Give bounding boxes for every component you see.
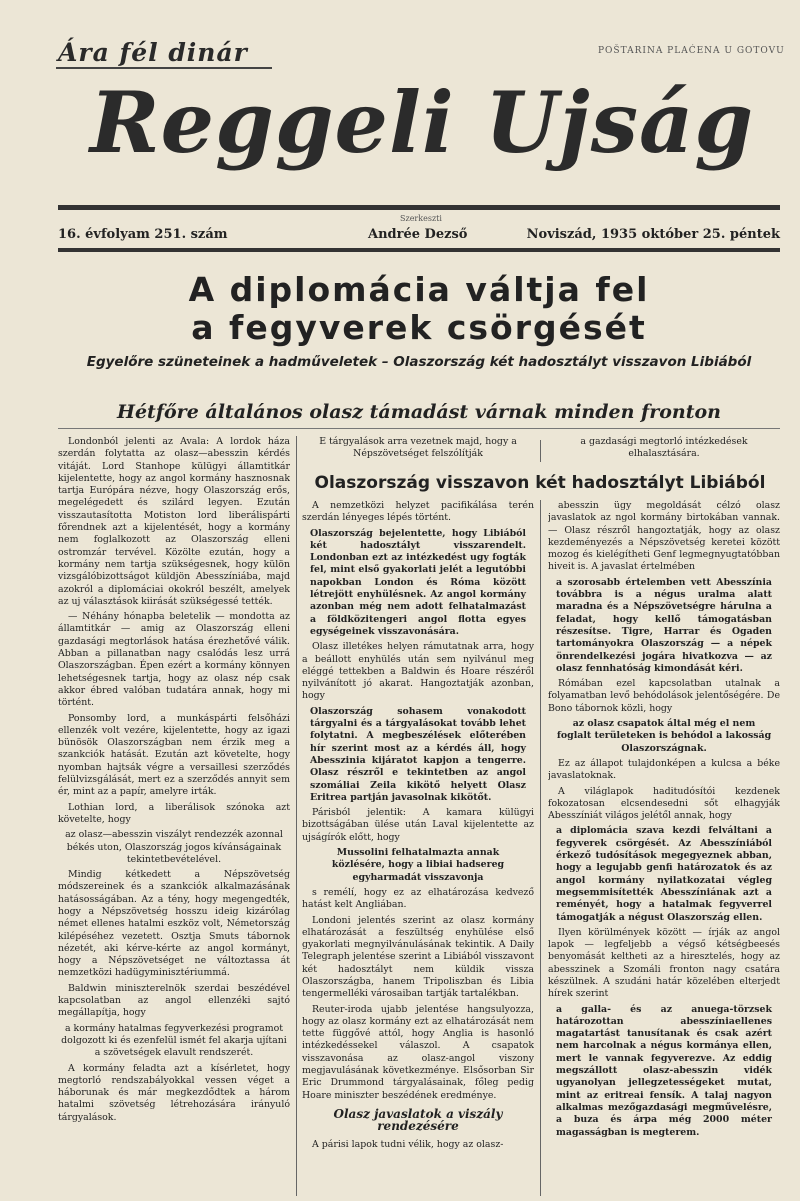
col3-bold-paragraph: a szorosabb értelemben vett Abesszínia továbbra is a négus uralma alatt maradna és a Népszövetségre hárulna a feladat, hogy kellő támogatásban részesítse. Tigre, Harrar és Ogaden tartományokra Olaszország — a népek önrendelkezési jogára hivatkozva — az olasz fennhatóság kimondását kéri. — [556, 576, 772, 674]
col2-paragraph: A párisi lapok tudni vélik, hogy az olasz- — [312, 1138, 504, 1150]
column-1 — [58, 436, 290, 1196]
editor-label: Szerkeszti — [400, 214, 442, 223]
col3-quote: az olasz csapatok által még el nem foglalt területeken is behódol a lakosság Olaszországnak. — [556, 718, 772, 754]
column-3 — [548, 500, 780, 1196]
subheadline: Egyelőre szüneteinek a hadműveletek – Olaszország két hadosztályt visszavon Libiából — [86, 354, 752, 370]
col3-paragraph: Rómában ezel kapcsolatban utalnak a folyamatban levő behódolások jelentőségére. De Bono tábornok közli, hogy — [548, 678, 780, 714]
col1-paragraph: Londonból jelenti az Avala: A lordok háza szerdán folytatta az olasz—abesszin kérdés vitáját. Lord Stanhope külügyi államtitkár kijelentette, hogy az angol kormány hasznosnak tartja Európára nézve, hogy Olaszország erős, megelégedett és szilárd legyen. Ezután visszautasította Motiston lord liberálispárti főrendnek azt a kijelentését, hogy a kormány nem foglalkozott az Olaszország elleni ostromzár tervével. Közölte ezután, hogy a kormány nem tartja szükségesnek, hogy külön vizsgálóbizottságot küldjön Abesszíniába, majd azokról a diplomáciai okokról beszélt, amelyek az uj választások kiirását szükségessé tették. — [58, 436, 290, 607]
price-label: Ára fél dinár — [58, 38, 248, 67]
col2-paragraph: A nemzetközi helyzet pacifikálása terén szerdán lényeges lépés történt. — [302, 500, 534, 524]
col2-paragraph: Párisból jelentik: A kamara külügyi bizottságában ülése után Laval kijelentette az ujságírók előtt, hogy — [302, 807, 534, 843]
col2-paragraph: s remélí, hogy ez az elhatározása kedvező hatást kelt Angliában. — [302, 886, 534, 911]
col2-paragraph: Reuter-iroda ujabb jelentése hangsulyozza, hogy az olasz kormány ezt az elhatározását nem tette függővé attól, hogy Anglia is hasonló intézkedéssekel válaszol. A csapatok visszavonása az olasz-angol viszony megjavulásának következménye. Elsősorban Sir Eric Drummond tárgyalásainak, főleg pedig Hoare miniszter beszédének eredménye. — [302, 1003, 534, 1101]
col1-quote: az olasz—abesszin viszályt rendezzék azonnal békés uton, Olaszország jogos kívánságainak tekintetbevételével. — [65, 829, 283, 865]
column-2-intro — [302, 436, 534, 470]
col2-quote: Mussolini felhatalmazta annak közlésére, hogy a libiai hadsereg egyharmadát visszavonja — [331, 847, 505, 883]
headline-line-1: A diplomácia váltja fel — [188, 270, 650, 309]
column-heading: Olaszország visszavon két hadosztályt Libiából — [314, 473, 766, 493]
column-3-intro — [548, 436, 780, 470]
col1-paragraph: Lothian lord, a liberálisok szónoka azt követelte, hogy — [58, 801, 290, 825]
column-divider — [296, 436, 297, 1196]
secondary-headline: Hétfőre általános olasz támadást várnak minden fronton — [117, 401, 721, 423]
col1-paragraph: Baldwin miniszterelnök szerdai beszédével kapcsolatban az angol ellenzéki sajtó megállapítja, hogy — [58, 982, 290, 1019]
col1-paragraph: Ponsomby lord, a munkáspárti felsőházi ellenzék volt vezére, kijelentette, hogy az igazi bünösök Olaszországban nem érzik meg a szankciók hatását. Ezután azt követelte, hogy nyomban hajtsák végre a versaillesi szerződés felülvizsgálását, mert ez a szerződés annyit sem ér, mint az a papír, amelyre irták. — [58, 712, 290, 798]
issue-date: Noviszád, 1935 október 25. péntek — [526, 227, 780, 242]
col3-paragraph: Ez az állapot tulajdonképen a kulcsa a béke javaslatoknak. — [548, 757, 780, 782]
column-2 — [302, 500, 534, 1196]
column-divider — [540, 500, 541, 1196]
col2-paragraph: Londoni jelentés szerint az olasz kormány elhatározását a feszültség enyhülése első gyakorlati megnyilvánulásának tekintik. A Daily Telegraph jelentése szerint a Libiából visszavont két hadosztályt nem küldik vissza Olaszországba, hanem Tripoliszban és Libia tengermelléki városaiban tartják tartalékban. — [302, 914, 534, 1000]
col3-bold-paragraph: a diplomácia szava kezdi felváltani a fegyverek csörgését. Az Abesszíniából érkező tudósítások megegyeznek abban, hogy a legujabb genfi határozatok és az angol kormány nyilatkozatai végleg megsemmisítették Abesszíniának azt a reményét, hogy a hatalmak fegyverrel támogatják a négust Olaszország ellen. — [556, 825, 772, 923]
editor-name: Andrée Dezső — [368, 227, 468, 242]
masthead-rule — [58, 205, 780, 210]
col2-bold-paragraph: Olaszország sohasem vonakodott tárgyalni és a tárgyalásokat tovább lehet folytatni. A megbeszélések előterében hír szerint most az a kérdés áll, hogy Abesszinia kijáratot kapjon a tengerre. Olasz részről e tekintetben az angol szomáliai Zeila kikötő helyett Olasz Eritrea partján javasolnak kikötőt. — [310, 705, 526, 803]
col1-quote: a kormány hatalmas fegyverkezési programot dolgozott ki és ezenfelül ismét fel akarja ujítani a szövetségek elavult rendszerét. — [61, 1022, 287, 1059]
col3-intro: a gazdasági megtorló intézkedések elhalasztására. — [580, 436, 748, 460]
col3-bold-paragraph: a galla- és az anuega-törzsek határozottan abesszíniaellenes magatartást tanusítanak és csak azért nem harcolnak a négus kormánya ellen, mert le vannak fegyverezve. Az eddig megszállott olasz-abesszin vidék ugyanolyan jellegzetességeket mutat, mint az eritreai fensík. A talaj nagyon alkalmas mezőgazdasági megművelésre, a buza és árpa még 2000 méter magasságban is megterem. — [556, 1003, 772, 1138]
col3-paragraph: abesszin ügy megoldását célzó olasz javaslatok az ngol kormány birtokában vannak. — Olasz részről hangoztatják, hogy az olasz kezdeményezés a Népszövetség keretei között mozog és kielégítheti Genf legmegnyugtatóbban hiveit is. A javaslat értelmében — [548, 500, 780, 573]
issue-number: 16. évfolyam 251. szám — [58, 227, 228, 242]
header-rule — [58, 248, 780, 252]
postage-note: POŠTARINA PLAĆENA U GOTOVU — [598, 46, 785, 56]
masthead: Reggeli Ujság — [89, 73, 755, 172]
col2-bold-paragraph: Olaszország bejelentette, hogy Libiából két hadosztályt visszarendelt. Londonban ezt az intézkedést ugy fogták fel, mint első gyakorlati jelét a legutóbbi napokban London és Róma között létrejött enyhülésnek. Az angol kormány azonban még nem adott felhatalmazást a földközitengeri angol flotta egyes egységeinek visszavonására. — [310, 527, 526, 637]
col1-paragraph: — Néhány hónapba beletelik — mondotta az államtitkár — amig az Olaszország elleni gazdasági megtorlások hatása érezhetővé válik. Abban a pillanatban nagy csalódás lesz urrá Olaszországban. Épen ezért a kormány könnyen lehetségesnek tartja, hogy az olasz nép csak akkor ébred valóban tudatára annak, hogy mi történt. — [58, 611, 290, 709]
col3-paragraph: A világlapok haditudósítói kezdenek fokozatosan elcsendesedni sőt elhagyják Abesszíniát világos jelétől annak, hogy — [548, 785, 780, 822]
col2-paragraph: Olasz illetékes helyen rámutatnak arra, hogy a beállott enyhülés után sem nyilvánul meg eléggé tettekben a Baldwin és Hoare részéről nyilvánított jó akarat. Hangoztatják azonban, hogy — [302, 641, 534, 702]
col3-paragraph: Ilyen körülmények között — írják az angol lapok — legfeljebb a végső kétségbeesés benyomását keltheti az a hiresztelés, hogy az abesszinek a Szomáli fronton nagy csatára készülnek. A szudáni határ közelében elterjedt hírek szerint — [548, 926, 780, 1000]
column-divider — [540, 440, 541, 462]
col2-intro: E tárgyalások arra vezetnek majd, hogy a Népszövetséget felszólítják — [319, 436, 517, 460]
col2-subheading: Olasz javaslatok a viszály rendezésére — [333, 1106, 503, 1134]
col1-paragraph: A kormány feladta azt a kísérletet, hogy megtorló rendszabályokkal vessen véget a háborunak és már megkezdődtek a három hatalmi szövetség létrehozására irányuló tárgyalások. — [58, 1062, 290, 1123]
headline-line-2: a fegyverek csörgését — [191, 308, 647, 347]
section-rule — [58, 428, 780, 429]
col1-paragraph: Mindig kétkedett a Népszövetség módszereinek és a szankciók alkalmazásának hatásosságában. Az a tény, hogy megengedték, hogy a Népszövetség hosszu ideig kizárólag német ellenes hatalmi eszköz volt, Németország kilépéséhez vezetett. Osztja Smuts tábornok nézetét, aki kérve-kérte az angol kormányt, hogy a Népszövetséget ne változtassa át nemzetközi hadügyminisztériummá. — [58, 869, 290, 979]
